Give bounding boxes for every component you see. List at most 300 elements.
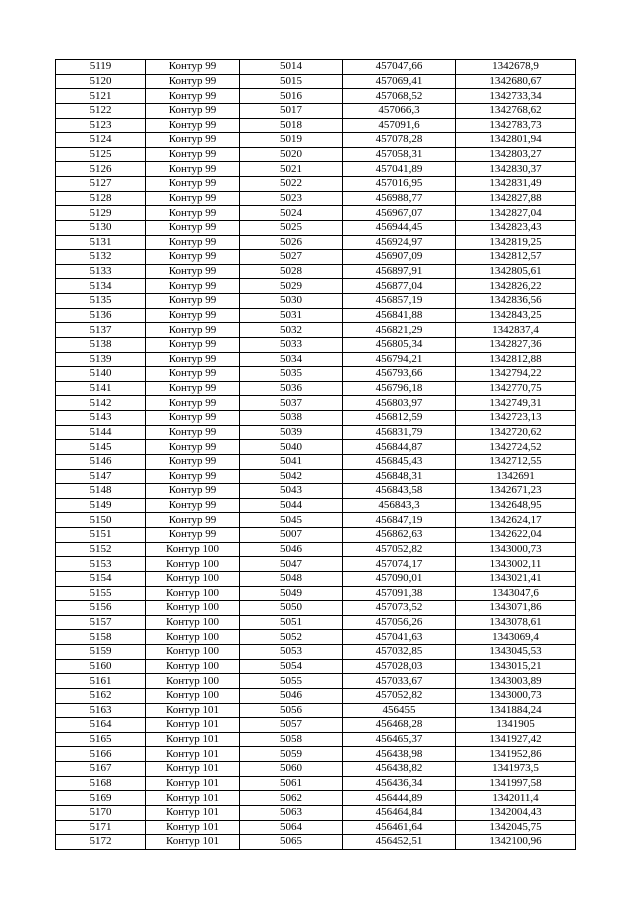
row-number-cell: 5132 <box>56 250 146 265</box>
point-number-cell: 5045 <box>240 513 343 528</box>
contour-name-cell: Контур 99 <box>146 294 240 309</box>
x-coordinate-cell: 457047,66 <box>343 60 456 75</box>
row-number-cell: 5138 <box>56 337 146 352</box>
contour-name-cell: Контур 99 <box>146 337 240 352</box>
row-number-cell: 5164 <box>56 718 146 733</box>
x-coordinate-cell: 456821,29 <box>343 323 456 338</box>
row-number-cell: 5147 <box>56 469 146 484</box>
row-number-cell: 5150 <box>56 513 146 528</box>
row-number-cell: 5163 <box>56 703 146 718</box>
x-coordinate-cell: 457028,03 <box>343 659 456 674</box>
y-coordinate-cell: 1341884,24 <box>456 703 576 718</box>
table-row <box>56 747 576 762</box>
y-coordinate-cell: 1342803,27 <box>456 147 576 162</box>
table-row <box>56 820 576 835</box>
point-number-cell: 5052 <box>240 630 343 645</box>
point-number-cell: 5027 <box>240 250 343 265</box>
row-number-cell: 5165 <box>56 732 146 747</box>
row-number-cell: 5123 <box>56 118 146 133</box>
contour-name-cell: Контур 100 <box>146 630 240 645</box>
x-coordinate-cell: 456455 <box>343 703 456 718</box>
x-coordinate-cell: 457074,17 <box>343 557 456 572</box>
table-row <box>56 835 576 850</box>
y-coordinate-cell: 1342045,75 <box>456 820 576 835</box>
contour-name-cell: Контур 100 <box>146 601 240 616</box>
row-number-cell: 5130 <box>56 220 146 235</box>
point-number-cell: 5020 <box>240 147 343 162</box>
table-row <box>56 454 576 469</box>
y-coordinate-cell: 1342624,17 <box>456 513 576 528</box>
contour-name-cell: Контур 99 <box>146 74 240 89</box>
x-coordinate-cell: 456924,97 <box>343 235 456 250</box>
y-coordinate-cell: 1343002,11 <box>456 557 576 572</box>
x-coordinate-cell: 456843,3 <box>343 498 456 513</box>
point-number-cell: 5035 <box>240 367 343 382</box>
contour-name-cell: Контур 101 <box>146 791 240 806</box>
contour-name-cell: Контур 99 <box>146 425 240 440</box>
x-coordinate-cell: 456847,19 <box>343 513 456 528</box>
table-row <box>56 74 576 89</box>
contour-name-cell: Контур 99 <box>146 89 240 104</box>
table-row <box>56 762 576 777</box>
table-row <box>56 60 576 75</box>
row-number-cell: 5169 <box>56 791 146 806</box>
y-coordinate-cell: 1343000,73 <box>456 542 576 557</box>
contour-name-cell: Контур 100 <box>146 674 240 689</box>
table-row <box>56 308 576 323</box>
table-row <box>56 323 576 338</box>
contour-name-cell: Контур 99 <box>146 220 240 235</box>
row-number-cell: 5129 <box>56 206 146 221</box>
point-number-cell: 5033 <box>240 337 343 352</box>
y-coordinate-cell: 1343003,89 <box>456 674 576 689</box>
x-coordinate-cell: 457016,95 <box>343 177 456 192</box>
x-coordinate-cell: 457066,3 <box>343 103 456 118</box>
row-number-cell: 5155 <box>56 586 146 601</box>
point-number-cell: 5038 <box>240 411 343 426</box>
row-number-cell: 5142 <box>56 396 146 411</box>
point-number-cell: 5057 <box>240 718 343 733</box>
table-row <box>56 571 576 586</box>
y-coordinate-cell: 1342671,23 <box>456 484 576 499</box>
row-number-cell: 5143 <box>56 411 146 426</box>
point-number-cell: 5046 <box>240 688 343 703</box>
row-number-cell: 5120 <box>56 74 146 89</box>
point-number-cell: 5043 <box>240 484 343 499</box>
point-number-cell: 5047 <box>240 557 343 572</box>
table-row <box>56 294 576 309</box>
contour-name-cell: Контур 101 <box>146 718 240 733</box>
table-row <box>56 133 576 148</box>
y-coordinate-cell: 1342837,4 <box>456 323 576 338</box>
row-number-cell: 5171 <box>56 820 146 835</box>
x-coordinate-cell: 456803,97 <box>343 396 456 411</box>
table-row <box>56 674 576 689</box>
y-coordinate-cell: 1342100,96 <box>456 835 576 850</box>
y-coordinate-cell: 1342691 <box>456 469 576 484</box>
x-coordinate-cell: 457052,82 <box>343 688 456 703</box>
x-coordinate-cell: 456848,31 <box>343 469 456 484</box>
x-coordinate-cell: 456845,43 <box>343 454 456 469</box>
contour-name-cell: Контур 99 <box>146 177 240 192</box>
point-number-cell: 5064 <box>240 820 343 835</box>
point-number-cell: 5019 <box>240 133 343 148</box>
x-coordinate-cell: 457033,67 <box>343 674 456 689</box>
x-coordinate-cell: 457041,89 <box>343 162 456 177</box>
point-number-cell: 5029 <box>240 279 343 294</box>
contour-name-cell: Контур 99 <box>146 498 240 513</box>
y-coordinate-cell: 1342827,04 <box>456 206 576 221</box>
y-coordinate-cell: 1341973,5 <box>456 762 576 777</box>
x-coordinate-cell: 456862,63 <box>343 528 456 543</box>
contour-name-cell: Контур 99 <box>146 250 240 265</box>
point-number-cell: 5039 <box>240 425 343 440</box>
y-coordinate-cell: 1343045,53 <box>456 645 576 660</box>
table-body <box>56 60 576 850</box>
x-coordinate-cell: 456436,34 <box>343 776 456 791</box>
point-number-cell: 5030 <box>240 294 343 309</box>
contour-name-cell: Контур 99 <box>146 133 240 148</box>
row-number-cell: 5156 <box>56 601 146 616</box>
point-number-cell: 5026 <box>240 235 343 250</box>
contour-name-cell: Контур 100 <box>146 688 240 703</box>
y-coordinate-cell: 1342831,49 <box>456 177 576 192</box>
y-coordinate-cell: 1342823,43 <box>456 220 576 235</box>
y-coordinate-cell: 1341997,58 <box>456 776 576 791</box>
row-number-cell: 5137 <box>56 323 146 338</box>
row-number-cell: 5161 <box>56 674 146 689</box>
row-number-cell: 5154 <box>56 571 146 586</box>
y-coordinate-cell: 1342723,13 <box>456 411 576 426</box>
table-row <box>56 250 576 265</box>
x-coordinate-cell: 456796,18 <box>343 381 456 396</box>
point-number-cell: 5022 <box>240 177 343 192</box>
x-coordinate-cell: 456465,37 <box>343 732 456 747</box>
contour-name-cell: Контур 99 <box>146 352 240 367</box>
table-row <box>56 630 576 645</box>
x-coordinate-cell: 456461,64 <box>343 820 456 835</box>
contour-name-cell: Контур 99 <box>146 440 240 455</box>
y-coordinate-cell: 1342812,57 <box>456 250 576 265</box>
table-row <box>56 469 576 484</box>
y-coordinate-cell: 1343047,6 <box>456 586 576 601</box>
point-number-cell: 5042 <box>240 469 343 484</box>
table-row <box>56 411 576 426</box>
point-number-cell: 5032 <box>240 323 343 338</box>
contour-name-cell: Контур 100 <box>146 571 240 586</box>
x-coordinate-cell: 456464,84 <box>343 805 456 820</box>
contour-name-cell: Контур 101 <box>146 805 240 820</box>
y-coordinate-cell: 1343000,73 <box>456 688 576 703</box>
table-row <box>56 147 576 162</box>
y-coordinate-cell: 1342794,22 <box>456 367 576 382</box>
row-number-cell: 5153 <box>56 557 146 572</box>
point-number-cell: 5056 <box>240 703 343 718</box>
point-number-cell: 5014 <box>240 60 343 75</box>
point-number-cell: 5031 <box>240 308 343 323</box>
y-coordinate-cell: 1342720,62 <box>456 425 576 440</box>
table-row <box>56 191 576 206</box>
y-coordinate-cell: 1342724,52 <box>456 440 576 455</box>
table-row <box>56 103 576 118</box>
row-number-cell: 5168 <box>56 776 146 791</box>
row-number-cell: 5146 <box>56 454 146 469</box>
x-coordinate-cell: 456907,09 <box>343 250 456 265</box>
table-row <box>56 805 576 820</box>
contour-name-cell: Контур 99 <box>146 367 240 382</box>
x-coordinate-cell: 456438,82 <box>343 762 456 777</box>
point-number-cell: 5034 <box>240 352 343 367</box>
contour-name-cell: Контур 99 <box>146 279 240 294</box>
point-number-cell: 5017 <box>240 103 343 118</box>
row-number-cell: 5135 <box>56 294 146 309</box>
x-coordinate-cell: 457069,41 <box>343 74 456 89</box>
point-number-cell: 5028 <box>240 264 343 279</box>
x-coordinate-cell: 457078,28 <box>343 133 456 148</box>
x-coordinate-cell: 456805,34 <box>343 337 456 352</box>
point-number-cell: 5059 <box>240 747 343 762</box>
y-coordinate-cell: 1342836,56 <box>456 294 576 309</box>
table-row <box>56 279 576 294</box>
x-coordinate-cell: 456944,45 <box>343 220 456 235</box>
row-number-cell: 5158 <box>56 630 146 645</box>
x-coordinate-cell: 456794,21 <box>343 352 456 367</box>
table-row <box>56 264 576 279</box>
point-number-cell: 5065 <box>240 835 343 850</box>
point-number-cell: 5025 <box>240 220 343 235</box>
row-number-cell: 5152 <box>56 542 146 557</box>
x-coordinate-cell: 457091,6 <box>343 118 456 133</box>
contour-name-cell: Контур 99 <box>146 513 240 528</box>
table-row <box>56 586 576 601</box>
table-row <box>56 118 576 133</box>
x-coordinate-cell: 456793,66 <box>343 367 456 382</box>
y-coordinate-cell: 1341905 <box>456 718 576 733</box>
y-coordinate-cell: 1342770,75 <box>456 381 576 396</box>
contour-name-cell: Контур 101 <box>146 732 240 747</box>
contour-name-cell: Контур 100 <box>146 542 240 557</box>
contour-name-cell: Контур 99 <box>146 103 240 118</box>
x-coordinate-cell: 456841,88 <box>343 308 456 323</box>
table-row <box>56 718 576 733</box>
row-number-cell: 5127 <box>56 177 146 192</box>
row-number-cell: 5128 <box>56 191 146 206</box>
contour-name-cell: Контур 99 <box>146 411 240 426</box>
x-coordinate-cell: 456831,79 <box>343 425 456 440</box>
table-row <box>56 89 576 104</box>
contour-name-cell: Контур 100 <box>146 659 240 674</box>
x-coordinate-cell: 457073,52 <box>343 601 456 616</box>
contour-name-cell: Контур 101 <box>146 835 240 850</box>
table-row <box>56 352 576 367</box>
point-number-cell: 5041 <box>240 454 343 469</box>
y-coordinate-cell: 1342749,31 <box>456 396 576 411</box>
table-row <box>56 440 576 455</box>
x-coordinate-cell: 456897,91 <box>343 264 456 279</box>
row-number-cell: 5167 <box>56 762 146 777</box>
point-number-cell: 5049 <box>240 586 343 601</box>
row-number-cell: 5126 <box>56 162 146 177</box>
point-number-cell: 5046 <box>240 542 343 557</box>
x-coordinate-cell: 457032,85 <box>343 645 456 660</box>
point-number-cell: 5060 <box>240 762 343 777</box>
table-row <box>56 615 576 630</box>
y-coordinate-cell: 1341952,86 <box>456 747 576 762</box>
table-row <box>56 528 576 543</box>
point-number-cell: 5007 <box>240 528 343 543</box>
x-coordinate-cell: 457052,82 <box>343 542 456 557</box>
table-row <box>56 703 576 718</box>
contour-name-cell: Контур 99 <box>146 191 240 206</box>
point-number-cell: 5062 <box>240 791 343 806</box>
y-coordinate-cell: 1343071,86 <box>456 601 576 616</box>
x-coordinate-cell: 457090,01 <box>343 571 456 586</box>
point-number-cell: 5016 <box>240 89 343 104</box>
contour-name-cell: Контур 99 <box>146 162 240 177</box>
y-coordinate-cell: 1343069,4 <box>456 630 576 645</box>
row-number-cell: 5139 <box>56 352 146 367</box>
point-number-cell: 5054 <box>240 659 343 674</box>
contour-name-cell: Контур 101 <box>146 747 240 762</box>
table-row <box>56 177 576 192</box>
y-coordinate-cell: 1342805,61 <box>456 264 576 279</box>
row-number-cell: 5162 <box>56 688 146 703</box>
table-row <box>56 206 576 221</box>
x-coordinate-cell: 456844,87 <box>343 440 456 455</box>
row-number-cell: 5149 <box>56 498 146 513</box>
row-number-cell: 5160 <box>56 659 146 674</box>
x-coordinate-cell: 456857,19 <box>343 294 456 309</box>
row-number-cell: 5134 <box>56 279 146 294</box>
contour-name-cell: Контур 99 <box>146 264 240 279</box>
table-row <box>56 162 576 177</box>
contour-name-cell: Контур 100 <box>146 615 240 630</box>
y-coordinate-cell: 1342827,88 <box>456 191 576 206</box>
row-number-cell: 5125 <box>56 147 146 162</box>
point-number-cell: 5058 <box>240 732 343 747</box>
point-number-cell: 5036 <box>240 381 343 396</box>
x-coordinate-cell: 456812,59 <box>343 411 456 426</box>
table-row <box>56 498 576 513</box>
x-coordinate-cell: 457041,63 <box>343 630 456 645</box>
row-number-cell: 5133 <box>56 264 146 279</box>
point-number-cell: 5053 <box>240 645 343 660</box>
contour-name-cell: Контур 99 <box>146 118 240 133</box>
table-row <box>56 688 576 703</box>
table-row <box>56 645 576 660</box>
x-coordinate-cell: 456988,77 <box>343 191 456 206</box>
row-number-cell: 5131 <box>56 235 146 250</box>
table-row <box>56 557 576 572</box>
point-number-cell: 5063 <box>240 805 343 820</box>
row-number-cell: 5159 <box>56 645 146 660</box>
y-coordinate-cell: 1342801,94 <box>456 133 576 148</box>
point-number-cell: 5051 <box>240 615 343 630</box>
x-coordinate-cell: 456438,98 <box>343 747 456 762</box>
row-number-cell: 5119 <box>56 60 146 75</box>
contour-name-cell: Контур 100 <box>146 557 240 572</box>
table-row <box>56 484 576 499</box>
coordinates-table <box>55 59 576 850</box>
contour-name-cell: Контур 99 <box>146 454 240 469</box>
contour-name-cell: Контур 99 <box>146 396 240 411</box>
table-row <box>56 513 576 528</box>
x-coordinate-cell: 456444,89 <box>343 791 456 806</box>
contour-name-cell: Контур 99 <box>146 381 240 396</box>
x-coordinate-cell: 457056,26 <box>343 615 456 630</box>
point-number-cell: 5024 <box>240 206 343 221</box>
x-coordinate-cell: 457058,31 <box>343 147 456 162</box>
point-number-cell: 5055 <box>240 674 343 689</box>
row-number-cell: 5145 <box>56 440 146 455</box>
y-coordinate-cell: 1342826,22 <box>456 279 576 294</box>
table-row <box>56 396 576 411</box>
y-coordinate-cell: 1342819,25 <box>456 235 576 250</box>
row-number-cell: 5141 <box>56 381 146 396</box>
row-number-cell: 5122 <box>56 103 146 118</box>
point-number-cell: 5015 <box>240 74 343 89</box>
y-coordinate-cell: 1343015,21 <box>456 659 576 674</box>
point-number-cell: 5018 <box>240 118 343 133</box>
row-number-cell: 5136 <box>56 308 146 323</box>
table-row <box>56 601 576 616</box>
contour-name-cell: Контур 99 <box>146 528 240 543</box>
y-coordinate-cell: 1342768,62 <box>456 103 576 118</box>
y-coordinate-cell: 1342712,55 <box>456 454 576 469</box>
y-coordinate-cell: 1342011,4 <box>456 791 576 806</box>
contour-name-cell: Контур 99 <box>146 206 240 221</box>
x-coordinate-cell: 456468,28 <box>343 718 456 733</box>
y-coordinate-cell: 1343021,41 <box>456 571 576 586</box>
point-number-cell: 5061 <box>240 776 343 791</box>
contour-name-cell: Контур 99 <box>146 235 240 250</box>
y-coordinate-cell: 1342733,34 <box>456 89 576 104</box>
row-number-cell: 5166 <box>56 747 146 762</box>
point-number-cell: 5044 <box>240 498 343 513</box>
table-row <box>56 381 576 396</box>
point-number-cell: 5050 <box>240 601 343 616</box>
y-coordinate-cell: 1341927,42 <box>456 732 576 747</box>
contour-name-cell: Контур 99 <box>146 469 240 484</box>
row-number-cell: 5124 <box>56 133 146 148</box>
table-row <box>56 791 576 806</box>
x-coordinate-cell: 457068,52 <box>343 89 456 104</box>
contour-name-cell: Контур 101 <box>146 703 240 718</box>
contour-name-cell: Контур 101 <box>146 820 240 835</box>
table-row <box>56 337 576 352</box>
row-number-cell: 5121 <box>56 89 146 104</box>
y-coordinate-cell: 1342830,37 <box>456 162 576 177</box>
contour-name-cell: Контур 101 <box>146 762 240 777</box>
x-coordinate-cell: 457091,38 <box>343 586 456 601</box>
row-number-cell: 5157 <box>56 615 146 630</box>
x-coordinate-cell: 456452,51 <box>343 835 456 850</box>
y-coordinate-cell: 1342827,36 <box>456 337 576 352</box>
row-number-cell: 5140 <box>56 367 146 382</box>
table-row <box>56 367 576 382</box>
row-number-cell: 5148 <box>56 484 146 499</box>
row-number-cell: 5151 <box>56 528 146 543</box>
contour-name-cell: Контур 99 <box>146 323 240 338</box>
contour-name-cell: Контур 99 <box>146 147 240 162</box>
table-row <box>56 732 576 747</box>
table-row <box>56 659 576 674</box>
contour-name-cell: Контур 99 <box>146 308 240 323</box>
row-number-cell: 5172 <box>56 835 146 850</box>
point-number-cell: 5037 <box>240 396 343 411</box>
y-coordinate-cell: 1343078,61 <box>456 615 576 630</box>
x-coordinate-cell: 456843,58 <box>343 484 456 499</box>
